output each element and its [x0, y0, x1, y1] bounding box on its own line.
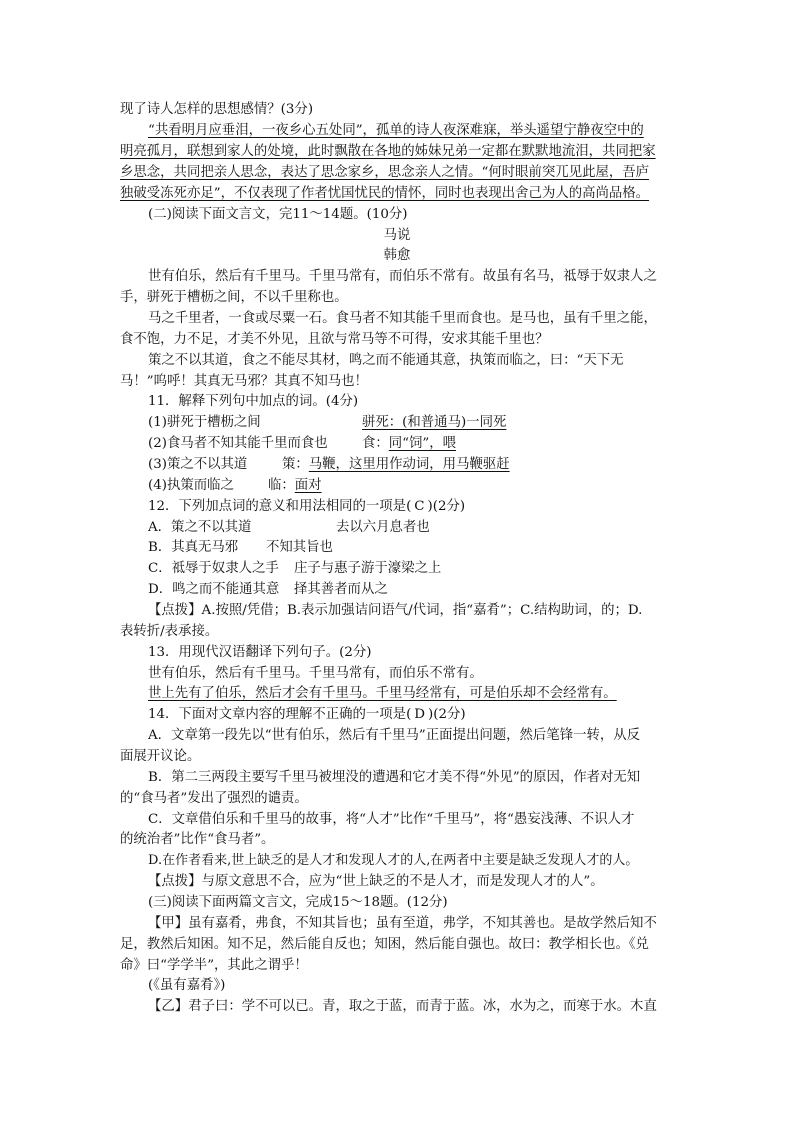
q14-option-c-cont: 的统治者”比作“食马者”。 — [120, 832, 275, 847]
q12-tip-cont: 表转折/表承接。 — [120, 624, 219, 639]
answer-line: 明亮孤月，联想到家人的处境，此时飘散在各地的姊妹兄弟一定都在默默地流泪，共同把家 — [120, 144, 656, 159]
q11-answer-label: 临： — [268, 478, 295, 493]
q11-answer-label: 食： — [362, 436, 389, 451]
q11-item: (3)策之不以其道 — [148, 457, 248, 472]
q12-score: )(2分) — [427, 499, 466, 514]
q14-answer: D — [414, 707, 426, 722]
answer-line: 乡思念，共同把亲人思念，表达了思念家乡，思念亲人之情。“何时眼前突兀见此屋，吾庐 — [120, 165, 650, 180]
q11-answer-text: 面对 — [294, 478, 322, 493]
q12-tip: 【点拨】A.按照/凭借；B.表示加强诘问语气/代词，指“嘉肴”；C.结构助词，的；D. — [148, 603, 643, 618]
question-14 — [148, 705, 674, 725]
q12-option-b-compare: 不知其旨也 — [266, 540, 333, 555]
text-yi-line: 【乙】君子曰：学不可以已。青，取之于蓝，而青于蓝。冰，水为之，而寒于水。木直 — [148, 999, 657, 1014]
q11-answer-text: 同“饲”，喂 — [388, 436, 457, 451]
question-13: 13．用现代汉语翻译下列句子。(2分) — [148, 645, 372, 660]
q14-stem: 14．下面对文章内容的理解不正确的一项是( — [148, 707, 412, 722]
q14-score: )(2分) — [428, 707, 466, 722]
q14-option-a: A．文章第一段先以“世有伯乐，然后有千里马”正面提出问题，然后笔锋一转，从反 — [148, 728, 641, 743]
essay-title: 马说 — [383, 228, 411, 243]
q11-answer — [282, 455, 674, 475]
q12-option-c-compare: 庄子与惠子游于濠梁之上 — [294, 561, 442, 576]
q12-option-a: A．策之不以其道 — [148, 520, 252, 535]
q11-answer-text: 马鞭，这里用作动词，用马鞭驱赶 — [308, 457, 510, 472]
q11-answer-text: 骈死：(和普通马)一同死 — [362, 415, 507, 430]
essay-line: 手，骈死于槽枥之间，不以千里称也。 — [120, 290, 348, 305]
essay-line: 马之千里者，一食或尽粟一石。食马者不知其能千里而食也。是马也，虽有千里之能， — [148, 311, 657, 326]
q14-tip: 【点拨】与原文意思不合，应为“世上缺乏的不是人才，而是发现人才的人”。 — [148, 874, 604, 889]
q13-answer: 世上先有了伯乐，然后才会有千里马。千里马经常有，可是伯乐却不会经常有。 — [148, 686, 617, 701]
q11-item: (2)食马者不知其能千里而食也 — [148, 436, 328, 451]
q14-option-b-cont: 的“食马者”发出了强烈的谴责。 — [120, 791, 308, 806]
essay-line: 食不饱，力不足，才美不外见，且欲与常马等不可得，安求其能千里也？ — [120, 332, 549, 347]
q11-answer-label: 策： — [282, 457, 309, 472]
q12-option-a-compare: 去以六月息者也 — [336, 520, 430, 535]
question-11: 11．解释下列句中加点的词。(4分) — [148, 394, 359, 409]
q12-option-b: B．其真无马邪 — [148, 540, 239, 555]
section-heading: (三)阅读下面两篇文言文，完成15～18题。(12分) — [148, 895, 448, 910]
q11-item: (4)执策而临之 — [148, 478, 234, 493]
q11-answer — [362, 434, 674, 454]
essay-line: 世有伯乐，然后有千里马。千里马常有，而伯乐不常有。故虽有名马，祗辱于奴隶人之 — [148, 269, 657, 284]
question-tail: 现了诗人怎样的思想感情？(3分) — [120, 102, 314, 117]
text-jia-line: 足，教然后知困。知不足，然后能自反也；知困，然后能自强也。故曰：教学相长也。《兑 — [120, 937, 649, 952]
essay-line: 策之不以其道，食之不能尽其材，鸣之而不能通其意，执策而临之，曰：“天下无 — [148, 353, 624, 368]
q11-answer — [362, 413, 674, 433]
q14-option-b: B．第二三两段主要写千里马被埋没的遭遇和它才美不得“外见”的原因，作者对无知 — [148, 770, 641, 785]
text-jia-source: (《虽有嘉肴》) — [148, 978, 226, 993]
essay-author: 韩愈 — [383, 248, 411, 263]
question-12 — [148, 497, 674, 517]
q14-option-d: D.在作者看来,世上缺乏的是人才和发现人才的人,在两者中主要是缺乏发现人才的人。 — [148, 853, 639, 868]
text-jia-line: 命》曰“学学半”，其此之谓乎！ — [120, 958, 308, 973]
q13-sentence: 世有伯乐，然后有千里马。千里马常有，而伯乐不常有。 — [148, 666, 483, 681]
q12-option-d: D．鸣之而不能通其意 — [148, 582, 280, 597]
q14-option-c: C．文章借伯乐和千里马的故事，将“人才”比作“千里马”，将“愚妄浅薄、不识人才 — [148, 812, 635, 827]
q12-option-c: C．祗辱于奴隶人之手 — [148, 561, 279, 576]
q12-answer: C — [414, 499, 425, 514]
q11-answer — [268, 476, 468, 496]
q14-option-a-cont: 面展开议论。 — [120, 749, 201, 764]
answer-line: 独破受冻死亦足”，不仅表现了作者忧国忧民的情怀，同时也表现出舍己为人的高尚品格。 — [120, 186, 650, 201]
q11-item: (1)骈死于槽枥之间 — [148, 415, 261, 430]
text-jia-line: 【甲】虽有嘉肴，弗食，不知其旨也；虽有至道，弗学，不知其善也。是故学然后知不 — [148, 916, 657, 931]
q12-option-d-compare: 择其善者而从之 — [294, 582, 388, 597]
essay-line: 马！”呜呼！其真无马邪？其真不知马也！ — [120, 374, 368, 389]
section-heading: (二)阅读下面文言文，完11～14题。(10分) — [148, 207, 408, 222]
q12-stem: 12．下列加点词的意义和用法相同的一项是( — [148, 499, 412, 514]
answer-line: “共看明月应垂泪，一夜乡心五处同”，孤单的诗人夜深难寐，举头遥望宁静夜空中的 — [148, 123, 644, 138]
